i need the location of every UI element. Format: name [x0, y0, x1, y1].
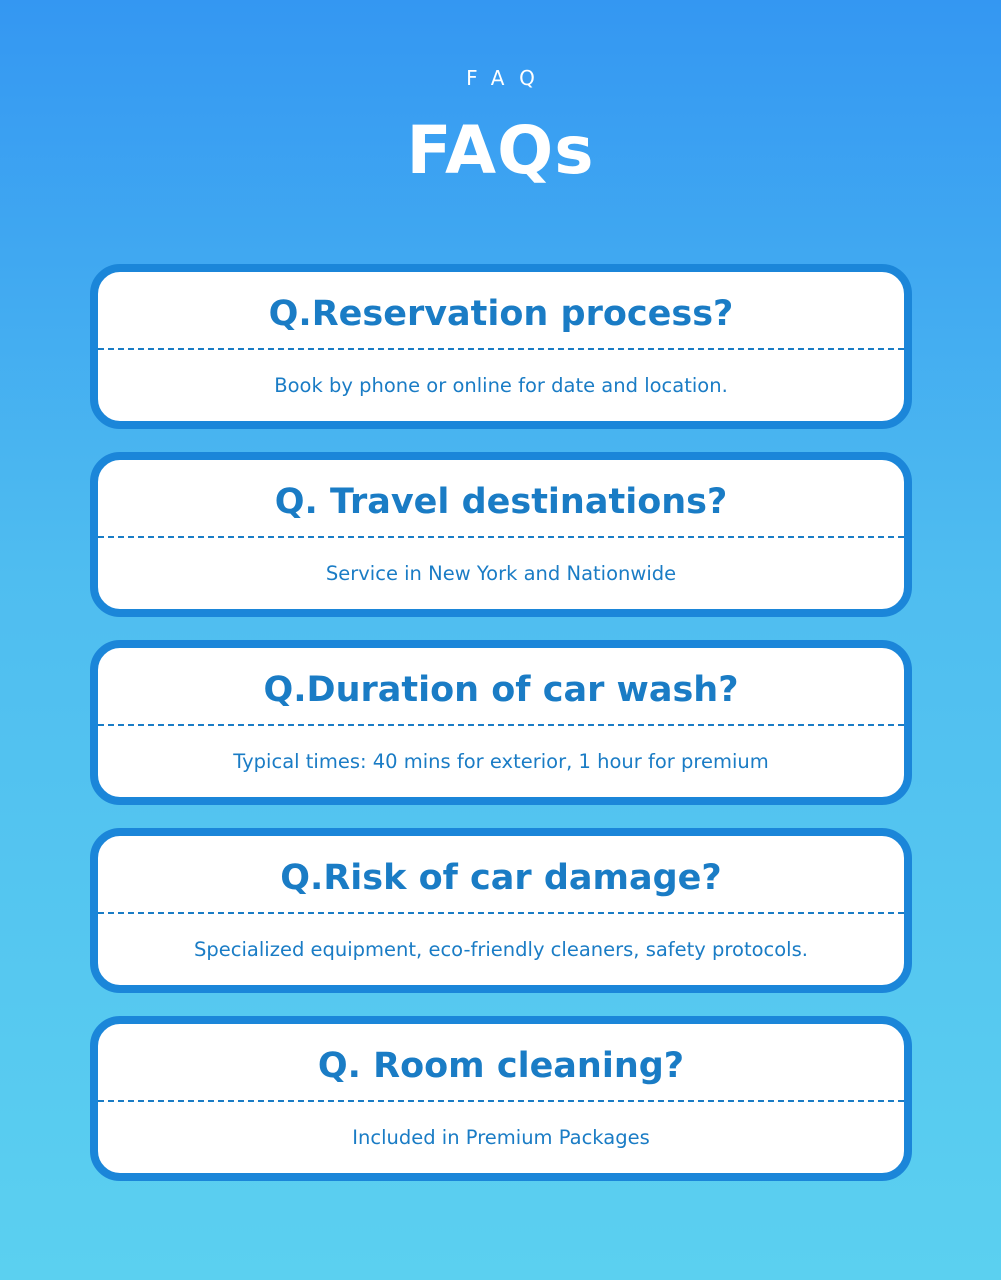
faq-answer: Typical times: 40 mins for exterior, 1 hour for premium	[233, 750, 769, 773]
faq-question: Q. Room cleaning?	[317, 1046, 685, 1086]
faq-answer: Service in New York and Nationwide	[325, 562, 677, 585]
faq-answer: Included in Premium Packages	[352, 1126, 650, 1149]
faq-list	[90, 264, 912, 1204]
faq-card-car-wash-duration[interactable]	[90, 640, 912, 805]
faq-question: Q.Reservation process?	[268, 294, 734, 334]
faq-card-travel-destinations[interactable]	[90, 452, 912, 617]
faq-answer: Book by phone or online for date and location.	[274, 374, 728, 397]
faq-card-room-cleaning[interactable]	[90, 1016, 912, 1181]
page-title: FAQs	[406, 112, 595, 189]
faq-eyebrow: FAQ	[466, 66, 550, 90]
faq-card-car-damage-risk[interactable]	[90, 828, 912, 993]
faq-question: Q.Risk of car damage?	[280, 858, 722, 898]
faq-question: Q. Travel destinations?	[274, 482, 728, 522]
faq-question: Q.Duration of car wash?	[263, 670, 739, 710]
faq-card-reservation[interactable]	[90, 264, 912, 429]
faq-answer: Specialized equipment, eco-friendly cleaners, safety protocols.	[194, 938, 808, 961]
